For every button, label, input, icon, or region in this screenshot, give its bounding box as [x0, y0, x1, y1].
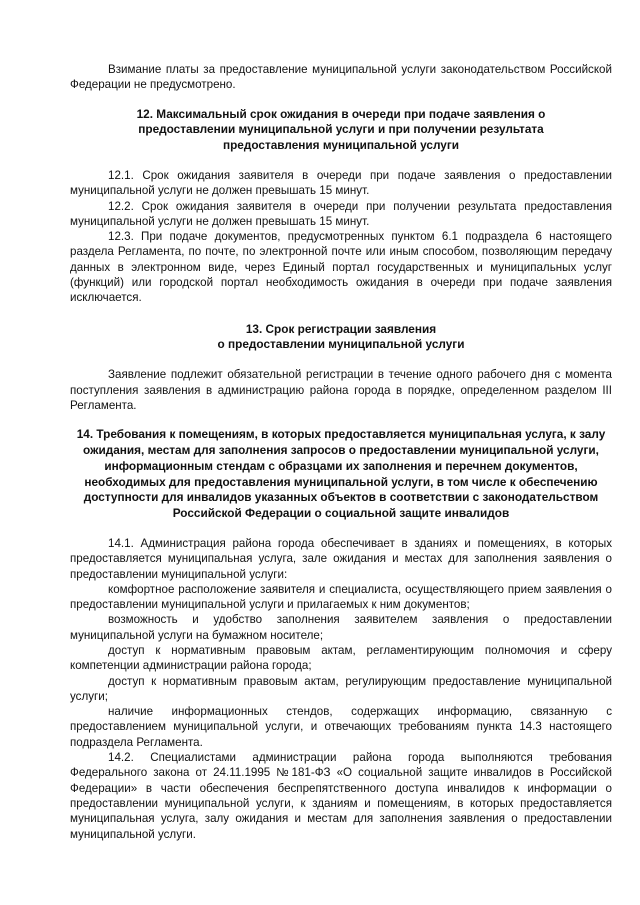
para-14-1: 14.1. Администрация района города обеспечивает в зданиях и помещениях, в которых предоставляется муниципальная услуга, зале ожидания и местах для заполнения заявления о предоставлении муниципальной услуги:	[70, 536, 612, 581]
section-12-title: 12. Максимальный срок ожидания в очереди при подаче заявления о предоставлении муниципальной услуги и при получении результата предоставления муниципальной услуги	[136, 106, 546, 153]
para-14-1-item-4: доступ к нормативным правовым актам, регулирующим предоставление муниципальной услуги;	[70, 674, 612, 703]
section-13-title-line1: 13. Срок регистрации заявления	[245, 321, 437, 336]
intro-paragraph: Взимание платы за предоставление муниципальной услуги законодательством Российской Федерации не предусмотрено.	[70, 63, 612, 92]
para-12-3: 12.3. При подаче документов, предусмотренных пунктом 6.1 подраздела 6 настоящего раздела Регламента, по почте, по электронной почте или иным способом, позволяющим передачу данных в электронном виде, через Единый портал государственных и муниципальных услуг (функций) или городской портал необходимость ожидания в очереди при подаче заявления исключается.	[70, 230, 612, 305]
section-13-title-line2: о предоставлении муниципальной услуги	[217, 337, 465, 352]
para-14-1-item-1: комфортное расположение заявителя и специалиста, осуществляющего прием заявления о предоставлении муниципальной услуги и прилагаемых к ним документов;	[70, 582, 612, 612]
para-14-1-item-5: наличие информационных стендов, содержащих информацию, связанную с предоставлением муниципальной услуги, и отвечающих требованиям пункта 14.3 настоящего подраздела Регламента.	[70, 705, 612, 749]
para-14-2: 14.2. Специалистами администрации района города выполняются требования Федерального закона от 24.11.1995 №181-ФЗ «О социальной защите инвалидов в Российской Федерации» в части обеспечения беспрепятственного доступа инвалидов к информации о предоставлении муниципальной услуги, к зданиям и помещениям, в которых предоставляется муниципальная услуга, залу ожидания и местам для заполнения заявления о предоставлении муниципальной услуги.	[70, 751, 612, 841]
para-12-2: 12.2. Срок ожидания заявителя в очереди при получении результата предоставления муниципальной услуги не должен превышать 15 минут.	[70, 199, 612, 228]
section-14-title: 14. Требования к помещениям, в которых предоставляется муниципальная услуга, к залу ожидания, местам для заполнения запросов о предоставлении муниципальной услуги, информационным стендам с образцами их заполнения и перечнем документов, необходимых для предоставления муниципальной услуги, в том числе к обеспечению доступности для инвалидов указанных объектов в соответствии с законодательством Российской Федерации о социальной защите инвалидов	[76, 427, 606, 521]
para-14-1-item-2: возможность и удобство заполнения заявителем заявления о предоставлении муниципальной услуги на бумажном носителе;	[70, 613, 612, 642]
para-14-1-item-3: доступ к нормативным правовым актам, регламентирующим полномочия и сферу компетенции администрации района города;	[70, 644, 612, 673]
para-13-1: Заявление подлежит обязательной регистрации в течение одного рабочего дня с момента поступления заявления в администрацию района города в порядке, определенном разделом III Регламента.	[70, 368, 612, 412]
para-12-1: 12.1. Срок ожидания заявителя в очереди при подаче заявления о предоставлении муниципальной услуги не должен превышать 15 минут.	[70, 168, 612, 198]
